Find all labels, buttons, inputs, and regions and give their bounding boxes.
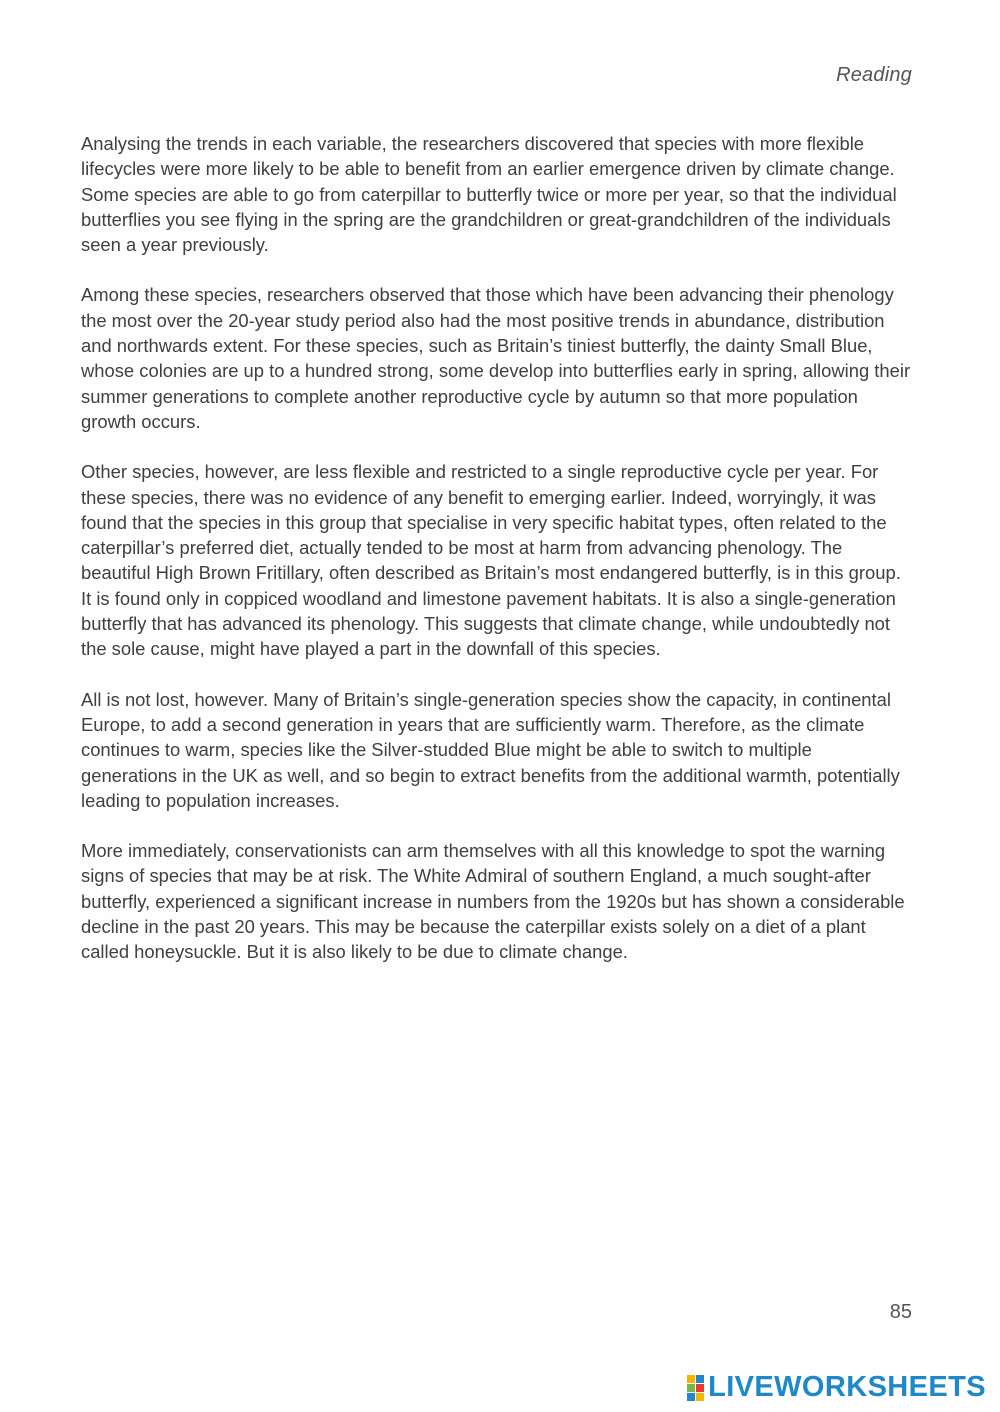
logo-tile	[687, 1384, 695, 1392]
logo-tile	[687, 1393, 695, 1401]
liveworksheets-brand[interactable]	[687, 1373, 986, 1402]
paragraph-2: Among these species, researchers observed that those which have been advancing their phenology the most over the 20-year study period also had the most positive trends in abundance, distribution and northwards extent. For these species, such as Britain’s tiniest butterfly, the dainty Small Blue, whose colonies are up to a hundred strong, some develop into butterflies early in spring, allowing their summer generations to complete another reproductive cycle by autumn so that more population growth occurs.	[81, 284, 911, 432]
logo-tile	[687, 1375, 695, 1383]
logo-tile	[696, 1393, 704, 1401]
paragraph-3: Other species, however, are less flexible and restricted to a single reproductive cycle per year. For these species, there was no evidence of any benefit to emerging earlier. Indeed, worryingly, it was found that the species in this group that specialise in very specific habitat types, often related to the caterpillar’s preferred diet, actually tended to be most at harm from advancing phenology. The beautiful High Brown Fritillary, often described as Britain’s most endangered butterfly, is in this group. It is found only in coppiced woodland and limestone pavement habitats. It is also a single-generation butterfly that has advanced its phenology. This suggests that climate change, while undoubtedly not the sole cause, might have played a part in the downfall of this species.	[81, 461, 901, 660]
paragraph-1: Analysing the trends in each variable, the researchers discovered that species with more flexible lifecycles were more likely to be able to benefit from an earlier emergence driven by climate change. Some species are able to go from caterpillar to butterfly twice or more per year, so that the individual butterflies you see flying in the spring are the grandchildren or great-grandchildren of the individuals seen a year previously.	[81, 133, 897, 256]
reading-text	[81, 131, 913, 990]
paragraph-5: More immediately, conservationists can arm themselves with all this knowledge to spot the warning signs of species that may be at risk. The White Admiral of southern England, a much sought-after butterfly, experienced a significant increase in numbers from the 1920s but has shown a considerable decline in the past 20 years. This may be because the caterpillar exists solely on a diet of a plant called honeysuckle. But it is also likely to be due to climate change.	[81, 840, 905, 963]
page-number: 85	[889, 1301, 912, 1323]
logo-tile	[696, 1384, 704, 1392]
section-title: Reading	[836, 64, 912, 86]
brand-name: LIVEWORKSHEETS	[708, 1371, 986, 1403]
liveworksheets-logo-icon	[687, 1375, 704, 1401]
logo-tile	[696, 1375, 704, 1383]
paragraph-4: All is not lost, however. Many of Britain’s single-generation species show the capacity, in continental Europe, to add a second generation in years that are sufficiently warm. Therefore, as the climate continues to warm, species like the Silver-studded Blue might be able to switch to multiple generations in the UK as well, and so begin to extract benefits from the additional warmth, potentially leading to population increases.	[81, 688, 900, 811]
